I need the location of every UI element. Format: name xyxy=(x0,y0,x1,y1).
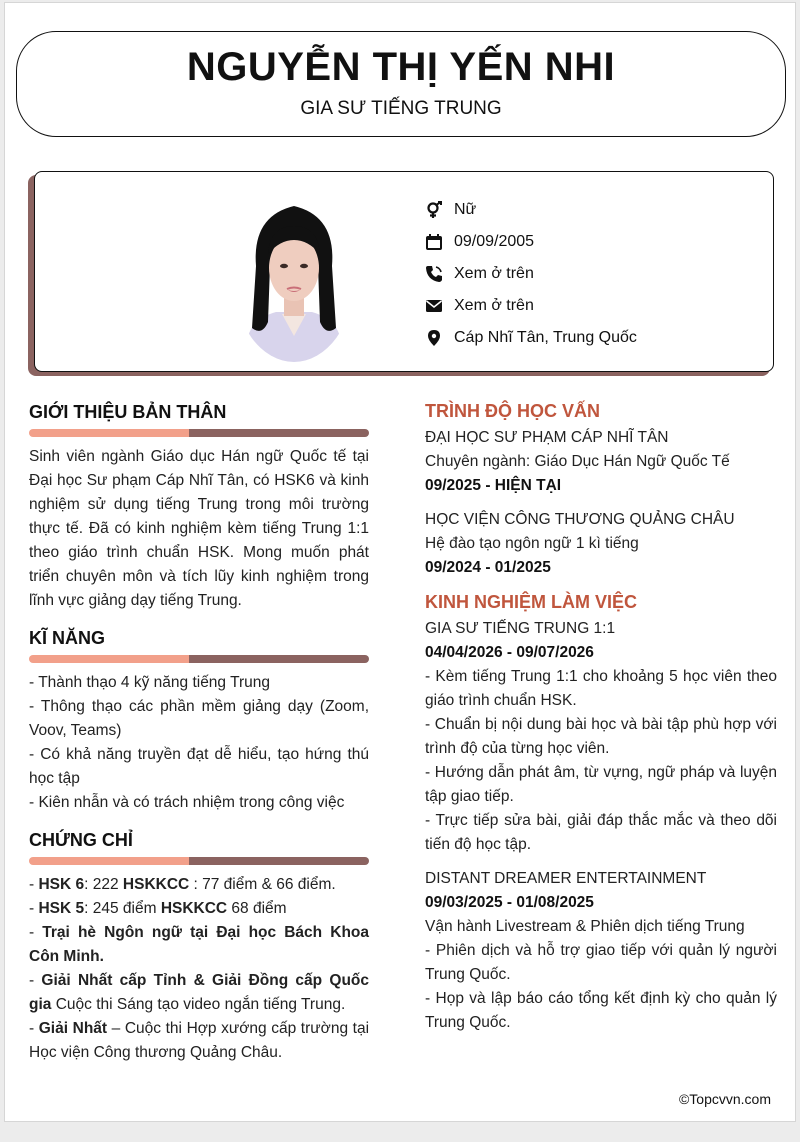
location-pin-icon xyxy=(425,329,443,347)
job-bullet: - Hướng dẫn phát âm, từ vựng, ngữ pháp và luyện tập giao tiếp. xyxy=(425,764,777,805)
edu-detail: Chuyên ngành: Giáo Dục Hán Ngữ Quốc Tế xyxy=(425,453,730,470)
cert-item: - HSK 5: 245 điểm HSKKCC 68 điểm xyxy=(29,900,287,917)
footer-credit: ©Topcvvn.com xyxy=(678,1091,771,1107)
job-period: 09/03/2025 - 01/08/2025 xyxy=(425,894,594,911)
edu-school: HỌC VIỆN CÔNG THƯƠNG QUẢNG CHÂU xyxy=(425,511,735,528)
job-company: DISTANT DREAMER ENTERTAINMENT xyxy=(425,870,707,887)
intro-divider xyxy=(29,429,369,437)
job-bullet: - Họp và lập báo cáo tổng kết định kỳ cho quản lý Trung Quốc. xyxy=(425,990,777,1031)
education-title: TRÌNH ĐỘ HỌC VẤN xyxy=(425,401,600,421)
email-icon xyxy=(425,297,443,315)
calendar-icon xyxy=(425,233,443,251)
profile-photo xyxy=(234,196,354,363)
skill-item: - Có khả năng truyền đạt dễ hiểu, tạo hứng thú học tập xyxy=(29,746,369,787)
edu-detail: Hệ đào tạo ngôn ngữ 1 kì tiếng xyxy=(425,535,639,552)
address-value: Cáp Nhĩ Tân, Trung Quốc xyxy=(454,329,637,346)
cert-item: - Giải Nhất – Cuộc thi Hợp xướng cấp trường tại Học viện Công thương Quảng Châu. xyxy=(29,1020,370,1061)
job-bullet: - Trực tiếp sửa bài, giải đáp thắc mắc và theo dõi tiến độ học tập. xyxy=(425,812,777,853)
job-period: 04/04/2026 - 09/07/2026 xyxy=(425,644,594,661)
contact-dob xyxy=(425,226,755,258)
right-column xyxy=(425,399,777,1035)
cert-item: - Giải Nhất cấp Tỉnh & Giải Đồng cấp Quốc gia Cuộc thi Sáng tạo video ngắn tiếng Trung. xyxy=(29,972,369,1013)
cert-item: - HSK 6: 222 HSKKCC : 77 điểm & 66 điểm. xyxy=(29,876,336,893)
gender-icon xyxy=(425,201,443,219)
intro-text: Sinh viên ngành Giáo dục Hán ngữ Quốc tế tại Đại học Sư phạm Cáp Nhĩ Tân, có HSK6 và kinh nghiệm sử dụng tiếng Trung trong môi trường thực tế. Đã có kinh nghiệm kèm tiếng Trung 1:1 theo giáo trình chuẩn HSK. Mong muốn phát triển chuyên môn và tích lũy kinh nghiệm trong lĩnh vực giảng dạy tiếng Trung. xyxy=(29,448,369,609)
contact-list xyxy=(425,194,755,354)
contact-address xyxy=(425,322,755,354)
skills-title: KĨ NĂNG xyxy=(29,628,105,648)
left-column xyxy=(29,401,369,1065)
candidate-name: NGUYỄN THỊ YẾN NHI xyxy=(186,45,616,89)
candidate-role: GIA SƯ TIẾNG TRUNG xyxy=(300,98,502,119)
job-role: Vận hành Livestream & Phiên dịch tiếng Trung xyxy=(425,918,745,935)
cv-header xyxy=(16,31,786,137)
contact-gender xyxy=(425,194,755,226)
certs-divider xyxy=(29,857,369,865)
experience-title: KINH NGHIỆM LÀM VIỆC xyxy=(425,592,638,612)
job-bullet: - Kèm tiếng Trung 1:1 cho khoảng 5 học viên theo giáo trình chuẩn HSK. xyxy=(425,668,777,709)
cert-item: - Trại hè Ngôn ngữ tại Đại học Bách Khoa Côn Minh. xyxy=(29,924,369,965)
edu-period: 09/2025 - HIỆN TẠI xyxy=(425,477,562,494)
phone-value: Xem ở trên xyxy=(454,265,534,282)
skill-item: - Kiên nhẫn và có trách nhiệm trong công việc xyxy=(29,794,345,811)
phone-icon xyxy=(425,265,443,283)
skills-divider xyxy=(29,655,369,663)
email-value: Xem ở trên xyxy=(454,297,534,314)
dob-value: 09/09/2005 xyxy=(454,233,535,250)
edu-school: ĐẠI HỌC SƯ PHẠM CÁP NHĨ TÂN xyxy=(425,429,669,446)
contact-phone xyxy=(425,258,755,290)
intro-title: GIỚI THIỆU BẢN THÂN xyxy=(29,402,227,422)
profile-card xyxy=(34,171,774,372)
gender-value: Nữ xyxy=(454,201,477,218)
skill-item: - Thông thạo các phần mềm giảng dạy (Zoom, Voov, Teams) xyxy=(29,698,369,739)
contact-email xyxy=(425,290,755,322)
job-bullet: - Chuẩn bị nội dung bài học và bài tập phù hợp với trình độ của từng học viên. xyxy=(425,716,777,757)
cv-page xyxy=(4,2,796,1122)
skill-item: - Thành thạo 4 kỹ năng tiếng Trung xyxy=(29,674,270,691)
job-bullet: - Phiên dịch và hỗ trợ giao tiếp với quản lý người Trung Quốc. xyxy=(425,942,777,983)
edu-period: 09/2024 - 01/2025 xyxy=(425,559,551,576)
certs-title: CHỨNG CHỈ xyxy=(29,830,133,850)
job-role: GIA SƯ TIẾNG TRUNG 1:1 xyxy=(425,620,616,637)
